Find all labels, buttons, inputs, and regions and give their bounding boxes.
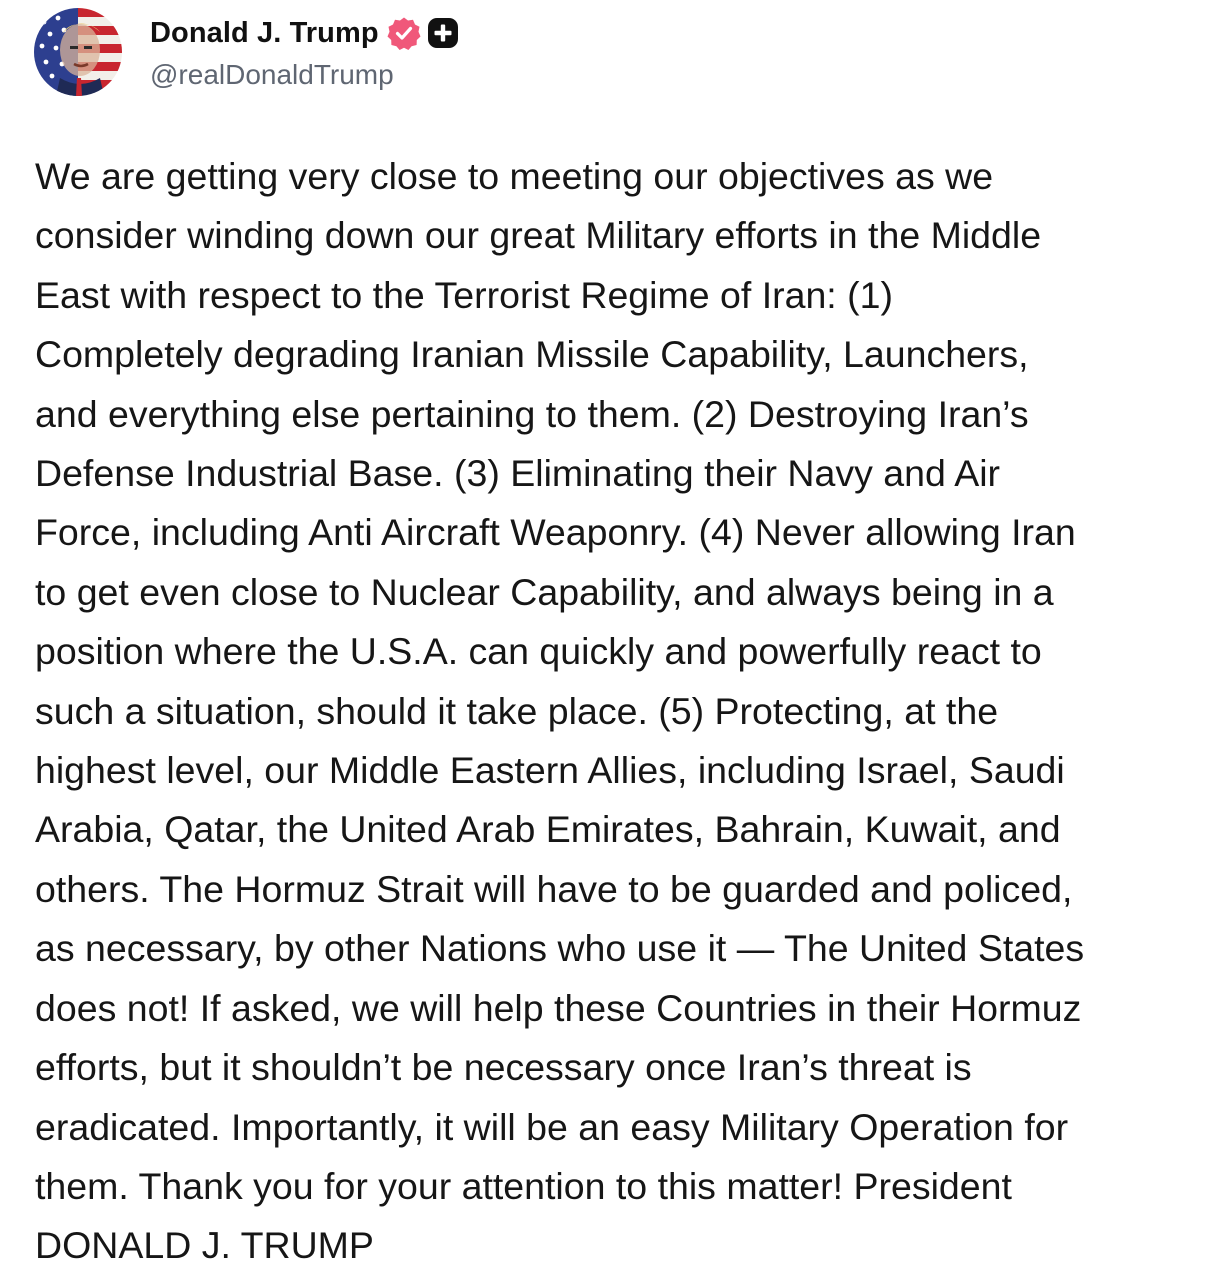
avatar[interactable] xyxy=(34,8,122,96)
post-text xyxy=(35,147,1185,1276)
post-text-line: position where the U.S.A. can quickly and powerfully react to xyxy=(35,630,1042,673)
post-text-line: Defense Industrial Base. (3) Eliminating their Navy and Air xyxy=(35,452,1001,495)
post-text-line: does not! If asked, we will help these Countries in their Hormuz xyxy=(35,986,1082,1029)
author-identity xyxy=(150,13,459,91)
plus-badge-icon xyxy=(427,17,459,49)
post-text-line: consider winding down our great Military efforts in the Middle xyxy=(35,214,1042,257)
post-text-line: efforts, but it shouldn’t be necessary once Iran’s threat is xyxy=(35,1046,972,1089)
post-text-line: as necessary, by other Nations who use it — The United States xyxy=(35,927,1085,970)
post-text-line: eradicated. Importantly, it will be an easy Military Operation for xyxy=(35,1105,1069,1148)
post-text-line: Force, including Anti Aircraft Weaponry. (4) Never allowing Iran xyxy=(35,511,1076,554)
post-text-line: to get even close to Nuclear Capability, and always being in a xyxy=(35,570,1054,613)
post-text-line: We are getting very close to meeting our objectives as we xyxy=(35,155,994,197)
verified-badge-icon xyxy=(387,16,421,50)
post-text-line: highest level, our Middle Eastern Allies, including Israel, Saudi xyxy=(35,749,1065,792)
post-text-line: and everything else pertaining to them. (2) Destroying Iran’s xyxy=(35,392,1029,435)
post-text-line: them. Thank you for your attention to this matter! President xyxy=(35,1164,1012,1207)
post-text-line: East with respect to the Terrorist Regime of Iran: (1) xyxy=(35,273,893,316)
post-text-line: others. The Hormuz Strait will have to be guarded and policed, xyxy=(35,867,1073,910)
post-text-line: DONALD J. TRUMP xyxy=(35,1224,374,1267)
flag-portrait-avatar-icon xyxy=(34,8,122,96)
post-text-line: such a situation, should it take place. (5) Protecting, at the xyxy=(35,689,999,732)
post-text-line: Arabia, Qatar, the United Arab Emirates, Bahrain, Kuwait, and xyxy=(35,808,1061,851)
post-text-line: Completely degrading Iranian Missile Capability, Launchers, xyxy=(35,333,1029,376)
name-row xyxy=(150,13,459,53)
user-handle[interactable]: @realDonaldTrump xyxy=(150,59,394,90)
post-header xyxy=(34,6,459,98)
display-name[interactable]: Donald J. Trump xyxy=(150,16,379,49)
